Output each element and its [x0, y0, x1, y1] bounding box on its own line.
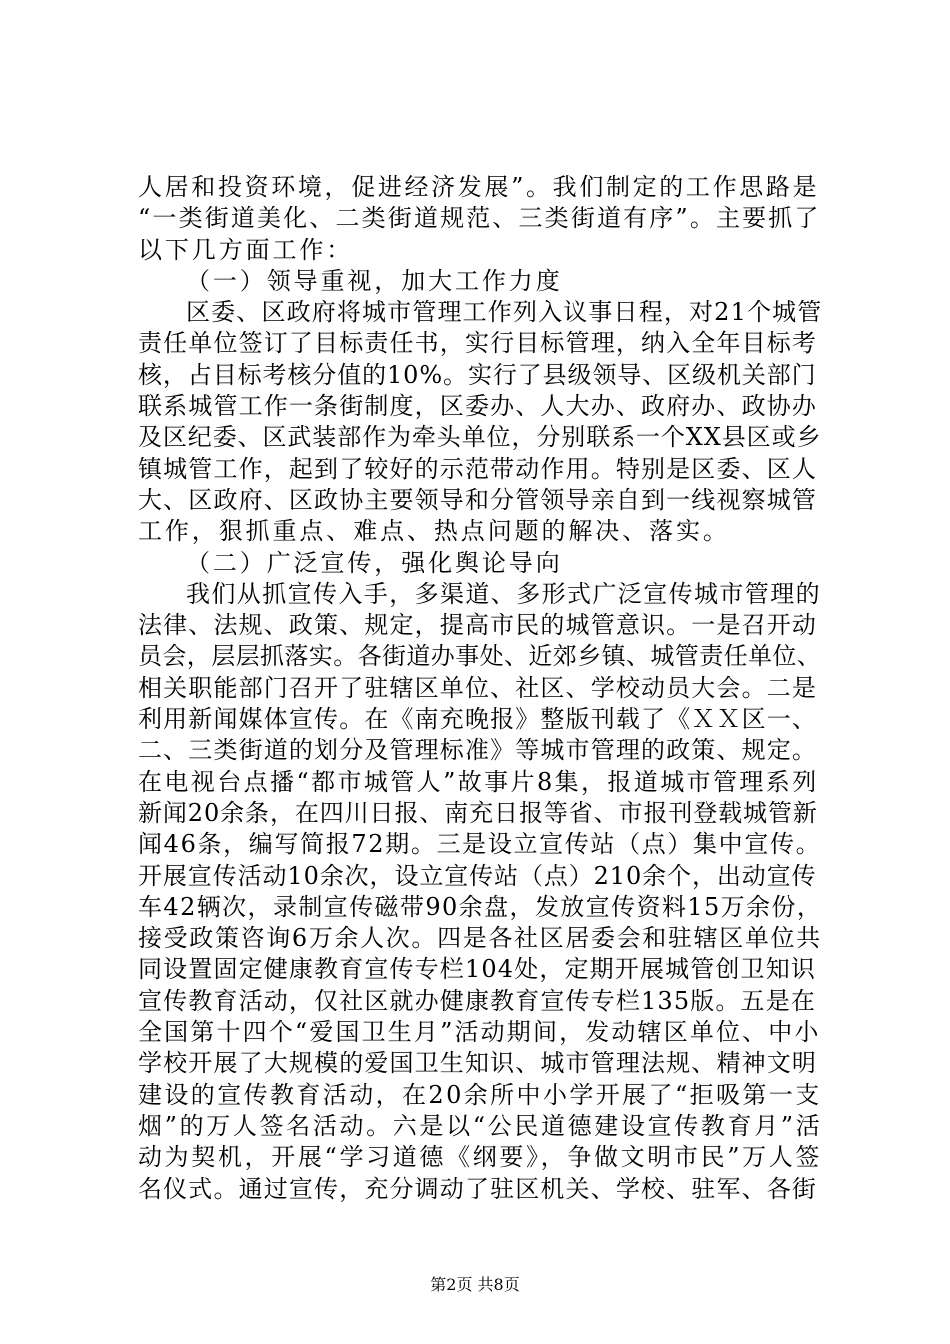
- text-line: 接受政策咨询6万余人次。四是各社区居委会和驻辖区单位共: [138, 924, 822, 953]
- text-line: 法律、法规、政策、规定，提高市民的城管意识。一是召开动: [138, 611, 818, 640]
- text-line: 动为契机，开展“学习道德《纲要》，争做文明市民”万人签: [138, 1143, 823, 1172]
- text-line: 全国第十四个“爱国卫生月”活动期间，发动辖区单位、中小: [138, 1018, 821, 1047]
- text-line: 人居和投资环境，促进经济发展”。我们制定的工作思路是: [138, 173, 820, 201]
- section-heading-1: （一）领导重视，加大工作力度: [186, 266, 563, 295]
- text-line: 联系城管工作一条街制度，区委办、人大办、政府办、政协办: [138, 392, 818, 421]
- text-line: 开展宣传活动10余次，设立宣传站（点）210余个，出动宣传: [138, 861, 817, 890]
- text-line: 闻46条，编写简报72期。三是设立宣传站（点）集中宣传。: [138, 830, 822, 859]
- document-body: [138, 172, 823, 1205]
- text-line: 大、区政府、区政协主要领导和分管领导亲自到一线视察城管: [138, 485, 818, 514]
- text-line: 工作，狠抓重点、难点、热点问题的解决、落实。: [138, 517, 730, 546]
- text-line: 宣传教育活动，仅社区就办健康教育宣传专栏135版。五是在: [138, 986, 817, 1015]
- text-line: 烟”的万人签名活动。六是以“公民道德建设宣传教育月”活: [138, 1111, 823, 1140]
- text-line: 员会，层层抓落实。各街道办事处、近郊乡镇、城管责任单位、: [138, 642, 822, 671]
- text-line: 名仪式。通过宣传，充分调动了驻区机关、学校、驻军、各街: [138, 1174, 818, 1203]
- text-line: 相关职能部门召开了驻辖区单位、社区、学校动员大会。二是: [138, 673, 818, 702]
- page-number-footer: 第2页 共8页: [430, 1275, 520, 1294]
- text-line: 责任单位签订了目标责任书，实行目标管理，纳入全年目标考: [138, 329, 818, 358]
- text-line: 新闻20余条，在四川日报、南充日报等省、市报刊登载城管新: [138, 798, 818, 827]
- text-line: “一类街道美化、二类街道规范、三类街道有序”。主要抓了: [138, 204, 821, 233]
- paragraph-start: 区委、区政府将城市管理工作列入议事日程，对21个城管: [186, 298, 823, 327]
- text-line: 利用新闻媒体宣传。在《南充晚报》整版刊载了《ＸＸ区一、: [138, 705, 818, 734]
- text-line: 核，占目标考核分值的10%。实行了县级领导、区级机关部门: [138, 360, 817, 389]
- text-line: 以下几方面工作：: [138, 235, 354, 264]
- text-line: 二、三类街道的划分及管理标准》等城市管理的政策、规定。: [138, 736, 818, 765]
- text-line: 车42辆次，录制宣传磁带90余盘，发放宣传资料15万余份，: [138, 892, 823, 921]
- text-line: 建设的宣传教育活动，在20余所中小学开展了“拒吸第一支: [138, 1080, 822, 1109]
- paragraph-start: 我们从抓宣传入手，多渠道、多形式广泛宣传城市管理的: [186, 579, 821, 608]
- text-line: 学校开展了大规模的爱国卫生知识、城市管理法规、精神文明: [138, 1049, 818, 1078]
- text-line: 在电视台点播“都市城管人”故事片8集，报道城市管理系列: [138, 767, 819, 796]
- section-heading-2: （二）广泛宣传，强化舆论导向: [186, 548, 563, 577]
- text-line: 镇城管工作，起到了较好的示范带动作用。特别是区委、区人: [138, 454, 818, 483]
- text-line: 同设置固定健康教育宣传专栏104处，定期开展城管创卫知识: [138, 955, 817, 984]
- text-line: 及区纪委、区武装部作为牵头单位，分别联系一个XX县区或乡: [138, 423, 822, 452]
